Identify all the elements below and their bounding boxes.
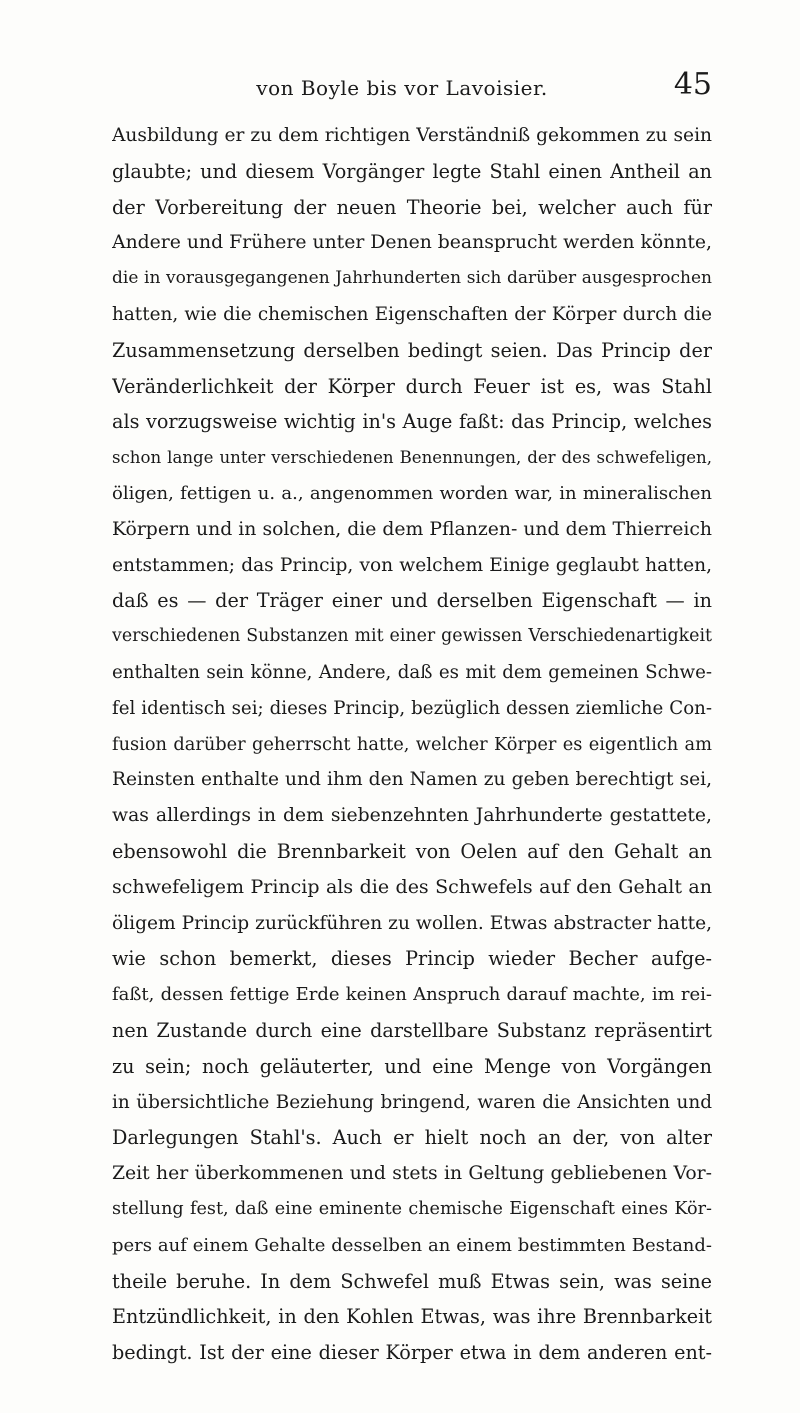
text-line: schon lange unter verschiedenen Benennungen, der des schwefeligen, <box>112 448 712 468</box>
page-header <box>112 68 712 112</box>
text-line: fel identisch sei; dieses Princip, bezüglich dessen ziemliche Con- <box>112 697 712 719</box>
text-line: schwefeligem Princip als die des Schwefels auf den Gehalt an <box>112 875 712 898</box>
text-line: die in vorausgegangenen Jahrhunderten sich darüber ausgesprochen <box>112 268 712 289</box>
page-number: 45 <box>673 67 712 102</box>
text-line: der Vorbereitung der neuen Theorie bei, welcher auch für <box>112 195 712 219</box>
text-line: als vorzugsweise wichtig in's Auge faßt: das Princip, welches <box>112 410 712 434</box>
text-line: was allerdings in dem siebenzehnten Jahrhunderte gestattete, <box>112 805 712 827</box>
text-line: ebensowohl die Brennbarkeit von Oelen auf den Gehalt an <box>112 839 712 863</box>
text-line: Darlegungen Stahl's. Auch er hielt noch an der, von alter <box>112 1126 712 1150</box>
text-line: verschiedenen Substanzen mit einer gewissen Verschiedenartigkeit <box>112 626 712 647</box>
text-line: Entzündlichkeit, in den Kohlen Etwas, was ihre Brennbarkeit <box>112 1305 712 1329</box>
text-line: faßt, dessen fettige Erde keinen Anspruch darauf machte, im rei- <box>112 984 712 1006</box>
text-line: bedingt. Ist der eine dieser Körper etwa in dem anderen ent- <box>112 1341 712 1365</box>
text-line: entstammen; das Princip, von welchem Einige geglaubt hatten, <box>112 554 712 576</box>
text-line: öligen, fettigen u. a., angenommen worden war, in mineralischen <box>112 482 712 504</box>
text-line: hatten, wie die chemischen Eigenschaften der Körper durch die <box>112 303 712 325</box>
text-line: Reinsten enthalte und ihm den Namen zu geben berechtigt sei, <box>112 769 712 791</box>
text-line: nen Zustande durch eine darstellbare Substanz repräsentirt <box>112 1018 712 1042</box>
text-line: stellung fest, daß eine eminente chemische Eigenschaft eines Kör- <box>112 1198 712 1219</box>
text-line: Zeit her überkommenen und stets in Geltung gebliebenen Vor- <box>112 1163 712 1185</box>
text-line: Ausbildung er zu dem richtigen Verständniß gekommen zu sein <box>112 125 712 146</box>
text-line: Andere und Frühere unter Denen beansprucht werden könnte, <box>112 232 712 254</box>
text-line: Veränderlichkeit der Körper durch Feuer ist es, was Stahl <box>112 374 712 398</box>
text-line: Zusammensetzung derselben bedingt seien. Das Princip der <box>112 338 712 362</box>
text-line: zu sein; noch geläuterter, und eine Menge von Vorgängen <box>112 1054 712 1078</box>
running-title: von Boyle bis vor Lavoisier. <box>256 76 548 100</box>
text-line: daß es — der Träger einer und derselben Eigenschaft — in <box>112 589 712 613</box>
text-line: öligem Princip zurückführen zu wollen. Etwas abstracter hatte, <box>112 912 712 934</box>
text-line: Körpern und in solchen, die dem Pflanzen- und dem Thierreich <box>112 518 712 540</box>
text-line: theile beruhe. In dem Schwefel muß Etwas sein, was seine <box>112 1269 712 1293</box>
text-line: pers auf einem Gehalte desselben an einem bestimmten Bestand- <box>112 1234 712 1256</box>
text-line: glaubte; und diesem Vorgänger legte Stahl einen Antheil an <box>112 159 712 183</box>
body-text <box>112 118 712 1371</box>
text-line: wie schon bemerkt, dieses Princip wieder Becher aufge- <box>112 947 712 971</box>
text-line: in übersichtliche Beziehung bringend, waren die Ansichten und <box>112 1091 712 1113</box>
text-line: fusion darüber geherrscht hatte, welcher Körper es eigentlich am <box>112 733 712 755</box>
text-line: enthalten sein könne, Andere, daß es mit dem gemeinen Schwe- <box>112 661 712 683</box>
